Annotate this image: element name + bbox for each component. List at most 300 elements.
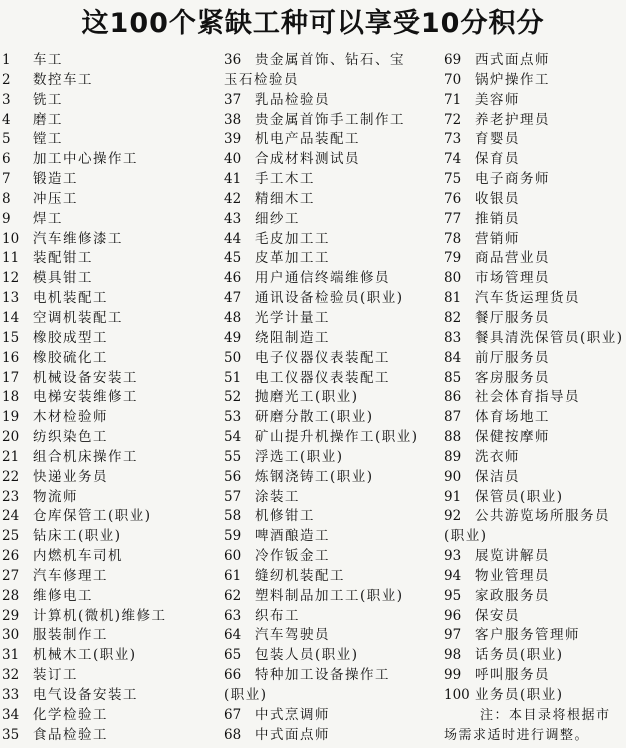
item-number: 22: [2, 468, 20, 485]
occupation-name: 研磨分散工(职业): [255, 409, 374, 426]
occupation-list-item: [224, 170, 439, 190]
occupation-list-item: [444, 547, 626, 567]
occupation-name: 物业管理员: [475, 567, 550, 584]
occupation-column-1: [2, 51, 217, 746]
occupation-list-item: [2, 428, 217, 448]
item-number: 47: [224, 290, 242, 307]
occupation-name: 纺织染色工: [33, 429, 108, 446]
item-number: 2: [2, 71, 11, 88]
occupation-list-item: [444, 369, 626, 389]
item-number: 20: [2, 429, 20, 446]
occupation-name: 餐厅服务员: [475, 309, 550, 326]
occupation-name: 化学检验工: [33, 706, 108, 723]
occupation-list-item: [2, 408, 217, 428]
occupation-name: 冷作钣金工: [255, 548, 330, 565]
occupation-list-item: [224, 468, 439, 488]
item-number: 57: [224, 488, 242, 505]
item-number: 74: [444, 151, 462, 168]
occupation-list-item: [2, 388, 217, 408]
item-number: 4: [2, 111, 11, 128]
occupation-list-item: [444, 309, 626, 329]
item-number: 54: [224, 429, 242, 446]
occupation-list-item: [444, 130, 626, 150]
occupation-name-continued: (职业): [224, 687, 268, 703]
occupation-list-item: [224, 666, 439, 706]
occupation-name: 锅炉操作工: [475, 71, 550, 88]
item-number: 75: [444, 171, 462, 188]
occupation-list-item: [444, 289, 626, 309]
occupation-name: 橡胶硫化工: [33, 349, 108, 366]
item-number: 98: [444, 647, 462, 664]
item-number: 23: [2, 488, 20, 505]
occupation-name: 汽车维修漆工: [33, 230, 123, 247]
occupation-list-item: [2, 646, 217, 666]
occupation-name: 钻床工(职业): [33, 528, 122, 545]
occupation-name: 磨工: [33, 111, 63, 128]
occupation-name: 加工中心操作工: [33, 151, 138, 168]
occupation-name-continued: (职业): [444, 528, 488, 545]
item-number: 26: [2, 548, 20, 565]
occupation-name: 特种加工设备操作工: [255, 667, 390, 684]
occupation-name: 快递业务员: [33, 468, 108, 485]
footnote-line-2: 场需求适时进行调整。: [444, 727, 590, 743]
occupation-list-item: [2, 190, 217, 210]
occupation-list-item: [2, 369, 217, 389]
occupation-name: 矿山提升机操作工(职业): [255, 429, 419, 446]
occupation-name: 包装人员(职业): [255, 647, 359, 664]
occupation-name: 模具钳工: [33, 270, 93, 287]
item-number: 87: [444, 409, 462, 426]
occupation-name: 汽车修理工: [33, 567, 108, 584]
occupation-list-item: [224, 706, 439, 726]
item-number: 25: [2, 528, 20, 545]
item-number: 91: [444, 488, 462, 505]
occupation-name: 织布工: [255, 607, 300, 624]
occupation-list-item: [444, 190, 626, 210]
item-number: 55: [224, 448, 242, 465]
occupation-list-item: [2, 587, 217, 607]
item-number: 72: [444, 111, 462, 128]
item-number: 49: [224, 329, 242, 346]
item-number: 90: [444, 468, 462, 485]
occupation-list-item: [444, 587, 626, 607]
occupation-list-item: [2, 309, 217, 329]
item-number: 11: [2, 250, 20, 267]
occupation-list-item: [444, 269, 626, 289]
occupation-name: 装配钳工: [33, 250, 93, 267]
occupation-list-item: [224, 448, 439, 468]
occupation-name: 贵金属首饰、钻石、宝: [255, 52, 405, 68]
occupation-list-item: [444, 607, 626, 627]
occupation-list-item: [224, 249, 439, 269]
occupation-name: 保安员: [475, 607, 520, 624]
occupation-list-item: [444, 210, 626, 230]
occupation-name: 汽车驾驶员: [255, 627, 330, 644]
occupation-list-item: [224, 329, 439, 349]
occupation-list-item: [2, 111, 217, 131]
item-number: 3: [2, 91, 11, 108]
item-number: 83: [444, 329, 462, 346]
item-number: 60: [224, 548, 242, 565]
occupation-name: 业务员(职业): [475, 687, 564, 703]
occupation-name: 精细木工: [255, 190, 315, 207]
occupation-list-item: [2, 547, 217, 567]
item-number: 82: [444, 309, 462, 326]
occupation-list-item: [2, 91, 217, 111]
occupation-name: 橡胶成型工: [33, 329, 108, 346]
item-number: 48: [224, 309, 242, 326]
occupation-name: 西式面点师: [475, 52, 550, 68]
occupation-name: 展览讲解员: [475, 548, 550, 565]
occupation-name: 汽车货运理货员: [475, 290, 580, 307]
item-number: 43: [224, 210, 242, 227]
occupation-name: 话务员(职业): [475, 647, 564, 664]
item-number: 35: [2, 726, 20, 743]
item-number: 97: [444, 627, 462, 644]
occupation-list-item: [224, 349, 439, 369]
occupation-name: 育婴员: [475, 131, 520, 148]
item-number: 73: [444, 131, 462, 148]
occupation-name: 保洁员: [475, 468, 520, 485]
item-number: 37: [224, 91, 242, 108]
item-number: 32: [2, 667, 20, 684]
occupation-name: 电梯安装维修工: [33, 389, 138, 406]
item-number: 30: [2, 627, 20, 644]
occupation-list-item: [224, 567, 439, 587]
occupation-list-item: [444, 349, 626, 369]
item-number: 65: [224, 647, 242, 664]
occupation-list-item: [444, 150, 626, 170]
item-number: 40: [224, 151, 242, 168]
item-number: 96: [444, 607, 462, 624]
item-number: 7: [2, 171, 11, 188]
occupation-name: 公共游览场所服务员: [475, 508, 610, 525]
item-number: 46: [224, 270, 242, 287]
item-number: 24: [2, 508, 20, 525]
occupation-list-item: [2, 329, 217, 349]
occupation-list-item: [2, 230, 217, 250]
occupation-list-item: [224, 587, 439, 607]
item-number: 6: [2, 151, 11, 168]
occupation-list-item: [224, 626, 439, 646]
occupation-list-item: [2, 210, 217, 230]
occupation-name: 呼叫服务员: [475, 667, 550, 684]
occupation-list-item: [444, 488, 626, 508]
occupation-name: 用户通信终端维修员: [255, 270, 390, 287]
occupation-list-item: [224, 51, 439, 91]
item-number: 15: [2, 329, 20, 346]
occupation-name: 合成材料测试员: [255, 151, 360, 168]
item-number: 70: [444, 71, 462, 88]
item-number: 58: [224, 508, 242, 525]
occupation-name: 保健按摩师: [475, 429, 550, 446]
occupation-name: 贵金属首饰手工制作工: [255, 111, 405, 128]
occupation-list-item: [224, 269, 439, 289]
occupation-name: 涂装工: [255, 488, 300, 505]
occupation-list-item: [224, 547, 439, 567]
occupation-name: 浮选工(职业): [255, 448, 344, 465]
occupation-name: 冲压工: [33, 190, 78, 207]
occupation-name: 前厅服务员: [475, 349, 550, 366]
occupation-list-item: [444, 686, 626, 706]
occupation-list-item: [224, 607, 439, 627]
occupation-name: 电子商务师: [475, 171, 550, 188]
item-number: 33: [2, 687, 20, 703]
occupation-name: 缝纫机装配工: [255, 567, 345, 584]
item-number: 39: [224, 131, 242, 148]
occupation-list-item: [2, 567, 217, 587]
item-number: 64: [224, 627, 242, 644]
occupation-name: 机械木工(职业): [33, 647, 137, 664]
item-number: 71: [444, 91, 462, 108]
occupation-list-item: [444, 91, 626, 111]
occupation-name: 保管员(职业): [475, 488, 564, 505]
occupation-name: 毛皮加工工: [255, 230, 330, 247]
item-number: 59: [224, 528, 242, 545]
occupation-list-item: [224, 289, 439, 309]
item-number: 1: [2, 52, 11, 68]
occupation-name: 服装制作工: [33, 627, 108, 644]
occupation-list-item: [224, 408, 439, 428]
occupation-name: 收银员: [475, 190, 520, 207]
occupation-list-item: [444, 626, 626, 646]
occupation-name: 物流师: [33, 488, 78, 505]
occupation-name: 细纱工: [255, 210, 300, 227]
occupation-name: 食品检验工: [33, 726, 108, 743]
occupation-name: 商品营业员: [475, 250, 550, 267]
occupation-list-item: [2, 607, 217, 627]
occupation-list-item: [2, 686, 217, 706]
occupation-name: 营销师: [475, 230, 520, 247]
occupation-name: 养老护理员: [475, 111, 550, 128]
item-number: 100: [444, 687, 470, 703]
item-number: 61: [224, 567, 242, 584]
occupation-list-item: [224, 428, 439, 448]
occupation-name: 机修钳工: [255, 508, 315, 525]
item-number: 66: [224, 667, 242, 684]
item-number: 68: [224, 726, 242, 743]
occupation-name: 体育场地工: [475, 409, 550, 426]
occupation-list-item: [2, 468, 217, 488]
item-number: 62: [224, 587, 242, 604]
occupation-list-item: [2, 51, 217, 71]
occupation-list-item: [444, 249, 626, 269]
occupation-list-item: [2, 170, 217, 190]
item-number: 85: [444, 369, 462, 386]
occupation-list-item: [444, 71, 626, 91]
occupation-list-item: [444, 666, 626, 686]
item-number: 13: [2, 290, 20, 307]
occupation-name: 内燃机车司机: [33, 548, 123, 565]
item-number: 31: [2, 647, 20, 664]
item-number: 89: [444, 448, 462, 465]
occupation-name: 木材检验师: [33, 409, 108, 426]
occupation-list-item: [2, 289, 217, 309]
occupation-name: 美容师: [475, 91, 520, 108]
occupation-list-item: [444, 646, 626, 666]
occupation-list-item: [2, 249, 217, 269]
item-number: 44: [224, 230, 242, 247]
item-number: 80: [444, 270, 462, 287]
occupation-name: 保育员: [475, 151, 520, 168]
occupation-list-item: [224, 646, 439, 666]
occupation-name: 市场管理员: [475, 270, 550, 287]
occupation-list-item: [224, 527, 439, 547]
occupation-list-item: [2, 626, 217, 646]
occupation-list-item: [444, 230, 626, 250]
occupation-list-item: [444, 170, 626, 190]
occupation-list-item: [224, 210, 439, 230]
occupation-list-item: [224, 726, 439, 746]
footnote-line-1: 注：本目录将根据市: [480, 707, 611, 723]
page-title: 这100个紧缺工种可以享受10分积分: [81, 8, 545, 39]
occupation-name: 抛磨光工(职业): [255, 389, 359, 406]
occupation-name: 餐具清洗保管员(职业): [475, 329, 624, 346]
occupation-name: 通讯设备检验员(职业): [255, 290, 404, 307]
item-number: 21: [2, 448, 20, 465]
occupation-name: 中式面点师: [255, 726, 330, 743]
occupation-name: 洗衣师: [475, 448, 520, 465]
item-number: 86: [444, 389, 462, 406]
occupation-list-item: [444, 111, 626, 131]
occupation-list-item: [2, 269, 217, 289]
occupation-column-2: [224, 51, 439, 746]
item-number: 95: [444, 587, 462, 604]
item-number: 5: [2, 131, 11, 148]
occupation-list-item: [444, 388, 626, 408]
occupation-name: 车工: [33, 52, 63, 68]
item-number: 77: [444, 210, 462, 227]
occupation-list-item: [224, 150, 439, 170]
occupation-list-item: [224, 488, 439, 508]
occupation-name: 镗工: [33, 131, 63, 148]
item-number: 45: [224, 250, 242, 267]
occupation-name: 数控车工: [33, 71, 93, 88]
occupation-list-item: [2, 666, 217, 686]
occupation-list-item: [224, 369, 439, 389]
item-number: 10: [2, 230, 20, 247]
item-number: 42: [224, 190, 242, 207]
occupation-list-item: [224, 507, 439, 527]
occupation-name: 手工木工: [255, 171, 315, 188]
item-number: 88: [444, 429, 462, 446]
occupation-name: 啤酒酿造工: [255, 528, 330, 545]
item-number: 50: [224, 349, 242, 366]
occupation-name: 乳品检验员: [255, 91, 330, 108]
item-number: 29: [2, 607, 20, 624]
occupation-name: 电气设备安装工: [33, 687, 138, 703]
occupation-name: 电子仪器仪表装配工: [255, 349, 390, 366]
item-number: 28: [2, 587, 20, 604]
item-number: 16: [2, 349, 20, 366]
occupation-list-item: [2, 130, 217, 150]
occupation-name: 客户服务管理师: [475, 627, 580, 644]
item-number: 18: [2, 389, 20, 406]
occupation-list-item: [2, 507, 217, 527]
occupation-list-item: [2, 150, 217, 170]
occupation-name: 中式烹调师: [255, 706, 330, 723]
occupation-list-item: [224, 91, 439, 111]
item-number: 9: [2, 210, 11, 227]
occupation-list-item: [444, 408, 626, 428]
occupation-list-item: [444, 567, 626, 587]
item-number: 34: [2, 706, 20, 723]
item-number: 99: [444, 667, 462, 684]
occupation-name: 皮革加工工: [255, 250, 330, 267]
occupation-list-item: [2, 71, 217, 91]
occupation-list-item: [444, 468, 626, 488]
occupation-list-item: [444, 507, 626, 547]
occupation-list-item: [224, 111, 439, 131]
occupation-list-item: [444, 428, 626, 448]
occupation-name: 锻造工: [33, 171, 78, 188]
occupation-list-item: [224, 309, 439, 329]
item-number: 93: [444, 548, 462, 565]
occupation-name: 炼钢浇铸工(职业): [255, 468, 374, 485]
item-number: 38: [224, 111, 242, 128]
occupation-list-item: [224, 190, 439, 210]
item-number: 14: [2, 309, 20, 326]
occupation-list-item: [224, 230, 439, 250]
occupation-list-item: [2, 349, 217, 369]
item-number: 27: [2, 567, 20, 584]
item-number: 76: [444, 190, 462, 207]
occupation-name: 铣工: [33, 91, 63, 108]
occupation-name: 客房服务员: [475, 369, 550, 386]
occupation-name-continued: 玉石检验员: [224, 71, 299, 88]
item-number: 67: [224, 706, 242, 723]
item-number: 8: [2, 190, 11, 207]
occupation-name: 电机装配工: [33, 290, 108, 307]
item-number: 81: [444, 290, 462, 307]
item-number: 84: [444, 349, 462, 366]
occupation-list-item: [224, 388, 439, 408]
item-number: 12: [2, 270, 20, 287]
occupation-name: 装订工: [33, 667, 78, 684]
occupation-name: 维修电工: [33, 587, 93, 604]
occupation-list-item: [444, 448, 626, 468]
occupation-name: 绕阻制造工: [255, 329, 330, 346]
occupation-name: 焊工: [33, 210, 63, 227]
item-number: 17: [2, 369, 20, 386]
occupation-name: 家政服务员: [475, 587, 550, 604]
item-number: 53: [224, 409, 242, 426]
item-number: 51: [224, 369, 242, 386]
item-number: 69: [444, 52, 462, 68]
occupation-name: 计算机(微机)维修工: [33, 607, 167, 624]
occupation-name: 机电产品装配工: [255, 131, 360, 148]
occupation-name: 仓库保管工(职业): [33, 508, 152, 525]
occupation-column-3: [444, 51, 626, 746]
item-number: 78: [444, 230, 462, 247]
item-number: 41: [224, 171, 242, 188]
occupation-name: 空调机装配工: [33, 309, 123, 326]
occupation-list-item: [224, 130, 439, 150]
occupation-list-item: [444, 329, 626, 349]
occupation-name: 组合机床操作工: [33, 448, 138, 465]
occupation-list-item: [2, 527, 217, 547]
item-number: 19: [2, 409, 20, 426]
occupation-list-item: [444, 51, 626, 71]
occupation-list-item: [2, 488, 217, 508]
item-number: 79: [444, 250, 462, 267]
item-number: 92: [444, 508, 462, 525]
occupation-list-item: [2, 448, 217, 468]
occupation-name: 推销员: [475, 210, 520, 227]
occupation-name: 电工仪器仪表装配工: [255, 369, 390, 386]
item-number: 63: [224, 607, 242, 624]
occupation-name: 塑料制品加工工(职业): [255, 587, 404, 604]
